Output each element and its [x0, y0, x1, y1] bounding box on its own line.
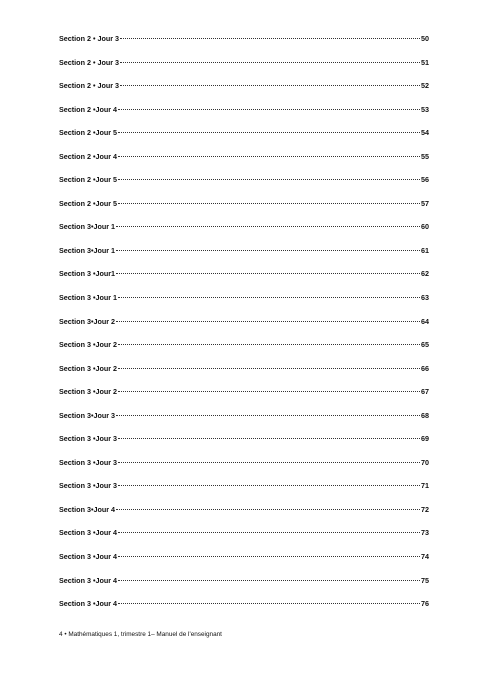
dot-leader — [116, 226, 420, 227]
dot-leader — [118, 603, 420, 604]
toc-entry-page-number: 60 — [421, 222, 429, 232]
toc-entry-title: Section 3 •Jour 3 — [59, 434, 118, 444]
toc-entry[interactable] — [59, 454, 429, 478]
toc-entry-title: Section 3 •Jour1 — [59, 269, 116, 279]
dot-leader — [118, 556, 420, 557]
toc-entry[interactable] — [59, 289, 429, 313]
toc-entry-title: Section 2 •Jour 5 — [59, 128, 118, 138]
toc-entry-page-number: 56 — [421, 175, 429, 185]
toc-entry[interactable] — [59, 54, 429, 78]
toc-entry-page-number: 57 — [421, 198, 429, 208]
toc-entry-title: Section 3•Jour 2 — [59, 316, 116, 326]
toc-entry-title: Section 2 •Jour 4 — [59, 151, 118, 161]
dot-leader — [118, 532, 420, 533]
toc-entry-title: Section 2 •Jour 5 — [59, 175, 118, 185]
dot-leader — [118, 368, 420, 369]
dot-leader — [118, 485, 420, 486]
toc-entry[interactable] — [59, 242, 429, 266]
toc-entry[interactable] — [59, 218, 429, 242]
dot-leader — [118, 438, 420, 439]
toc-entry-page-number: 68 — [421, 410, 429, 420]
dot-leader — [118, 109, 420, 110]
toc-entry-page-number: 67 — [421, 387, 429, 397]
toc-entry-title: Section 2 •Jour 5 — [59, 198, 118, 208]
toc-entry[interactable] — [59, 77, 429, 101]
toc-entry[interactable] — [59, 336, 429, 360]
toc-entry[interactable] — [59, 477, 429, 501]
toc-entry[interactable] — [59, 195, 429, 219]
toc-entry-page-number: 70 — [421, 457, 429, 467]
toc-entry-page-number: 66 — [421, 363, 429, 373]
toc-entry-page-number: 65 — [421, 340, 429, 350]
toc-entry-title: Section 3 •Jour 1 — [59, 293, 118, 303]
toc-entry-title: Section 3•Jour 3 — [59, 410, 116, 420]
toc-entry[interactable] — [59, 572, 429, 596]
toc-entry-page-number: 63 — [421, 293, 429, 303]
toc-entry-title: Section 3•Jour 1 — [59, 245, 116, 255]
dot-leader — [118, 297, 420, 298]
toc-entry-title: Section 2 • Jour 3 — [59, 34, 120, 43]
dot-leader — [116, 321, 420, 322]
toc-entry-page-number: 50 — [421, 34, 429, 43]
toc-entry-title: Section 3•Jour 1 — [59, 222, 116, 232]
toc-entry-page-number: 71 — [421, 481, 429, 491]
toc-entry[interactable] — [59, 148, 429, 172]
toc-entry-title: Section 3 •Jour 2 — [59, 363, 118, 373]
toc-entry-page-number: 53 — [421, 104, 429, 114]
toc-entry-title: Section 3 •Jour 2 — [59, 340, 118, 350]
toc-entry-page-number: 64 — [421, 316, 429, 326]
toc-entry[interactable] — [59, 430, 429, 454]
dot-leader — [116, 250, 420, 251]
toc-entry[interactable] — [59, 101, 429, 125]
toc-entry-title: Section 2 • Jour 3 — [59, 57, 120, 67]
toc-entry[interactable] — [59, 524, 429, 548]
dot-leader — [120, 85, 420, 86]
dot-leader — [120, 62, 420, 63]
dot-leader — [118, 156, 420, 157]
dot-leader — [118, 132, 420, 133]
toc-entry-page-number: 62 — [421, 269, 429, 279]
dot-leader — [116, 509, 420, 510]
dot-leader — [118, 179, 420, 180]
toc-entry-page-number: 74 — [421, 552, 429, 562]
dot-leader — [116, 415, 420, 416]
toc-entry[interactable] — [59, 265, 429, 289]
toc-entry[interactable] — [59, 383, 429, 407]
toc-entry-title: Section 2 • Jour 3 — [59, 81, 120, 91]
toc-entry-page-number: 75 — [421, 575, 429, 585]
dot-leader — [118, 580, 420, 581]
dot-leader — [120, 38, 420, 39]
toc-entry-title: Section 2 •Jour 4 — [59, 104, 118, 114]
dot-leader — [118, 462, 420, 463]
dot-leader — [118, 344, 420, 345]
toc-entry-page-number: 61 — [421, 245, 429, 255]
toc-entry-page-number: 72 — [421, 504, 429, 514]
toc-entry-title: Section 3 •Jour 4 — [59, 552, 118, 562]
toc-entry-title: Section 3•Jour 4 — [59, 504, 116, 514]
toc-entry-page-number: 52 — [421, 81, 429, 91]
toc-entry[interactable] — [59, 360, 429, 384]
toc-entry-title: Section 3 •Jour 4 — [59, 528, 118, 538]
toc-entry[interactable] — [59, 171, 429, 195]
dot-leader — [116, 273, 420, 274]
dot-leader — [118, 391, 420, 392]
toc-entry[interactable] — [59, 124, 429, 148]
toc-entry-title: Section 3 •Jour 4 — [59, 599, 118, 609]
toc-entry[interactable] — [59, 501, 429, 525]
page-footer: 4 • Mathématiques 1, trimestre 1– Manuel de l'enseignant — [59, 631, 222, 638]
toc-entry[interactable] — [59, 407, 429, 431]
toc-entry[interactable] — [59, 595, 429, 619]
toc-entry-page-number: 55 — [421, 151, 429, 161]
table-of-contents — [59, 30, 429, 619]
dot-leader — [118, 203, 420, 204]
toc-entry-page-number: 51 — [421, 57, 429, 67]
toc-entry-title: Section 3 •Jour 4 — [59, 575, 118, 585]
toc-entry-page-number: 69 — [421, 434, 429, 444]
toc-entry[interactable] — [59, 548, 429, 572]
toc-entry-title: Section 3 •Jour 3 — [59, 457, 118, 467]
toc-entry[interactable] — [59, 30, 429, 54]
toc-entry-page-number: 54 — [421, 128, 429, 138]
toc-entry[interactable] — [59, 313, 429, 337]
toc-entry-page-number: 73 — [421, 528, 429, 538]
toc-entry-title: Section 3 •Jour 3 — [59, 481, 118, 491]
toc-entry-title: Section 3 •Jour 2 — [59, 387, 118, 397]
toc-entry-page-number: 76 — [421, 599, 429, 609]
